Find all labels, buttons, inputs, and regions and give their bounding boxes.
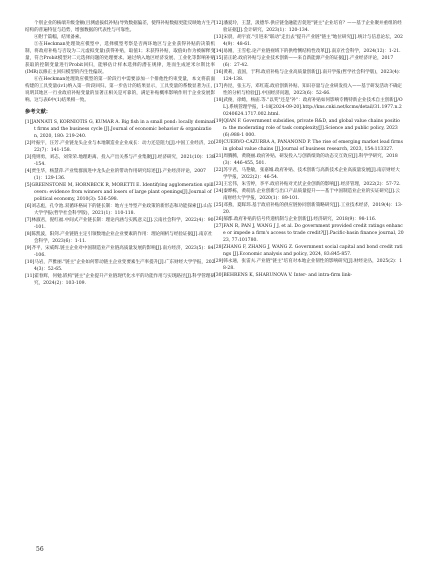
right-reference-list [214, 20, 404, 279]
reference-item: [27]FAN R, PAN J, WANG J J, et al. Do government provided credit ratings enhance or impede a firm's access to trade credit?[J].Pacific-basin finance journal, 2023, 77:101780. [214, 224, 404, 243]
reference-item: [28]ZHANG F, ZHANG J, WANG Z. Government social capital and bond credit ratings [J].Economic analysis and policy, 2024, 83:845-857. [214, 245, 403, 257]
reference-item: [21]周腾腾，黄晓丽.政府补贴、研发投入与创新绩效的动态交互效应[J].科学学研究，2018(3)：446-455, 501. [214, 154, 398, 166]
left-column [25, 20, 215, 287]
reference-item: [13]宋晨，胡宇宸."引进来"联动"走出去"提升产业链"链主"地位研究[J].统计与信息论坛，2024(9)：48-61. [214, 35, 403, 47]
reference-item: [25]邓燕，夏晖玮.基于政府补贴的供应链协同创新策略研究[J].工业技术经济，2019(4)：13-20. [214, 203, 403, 215]
reference-item: [9]齐平，宋威辉.链主企业对中国制造业产业链高质量发展的影响[J].南方经济，2023(5)：84-106. [25, 246, 214, 258]
reference-item: [26]郝郡.政府补贴的信号传递机制与企业创新[J].经济研究，2018(9)：98-116. [214, 217, 377, 222]
reference-item: [3]苑则勇，刘志，刘荣荣.地理距离、投入产出关系与产业集聚[J].经济研究，2021(10)：138-154. [25, 155, 215, 167]
reference-item: [8]陈凯波，阳剑.产业链链主定引领数地企业企业要素的作用：理论阐析与经验证据[J].南京社会科学，2023(6)：1-11. [25, 232, 213, 244]
reference-item: [10]马岩，芦雅丽."链主"企业如何带动链主企业变要素生产率提升[J].广东财经大学学报，2024(3)：52-65. [25, 260, 215, 272]
right-column [214, 20, 404, 279]
reference-item: [6]刘志彪，孔令池.双循环格局下的链长制：地方主导型产业政策的新形态和功能探索[J].山东大学学报(哲学社会科学版)，2021(1)：110-118. [25, 204, 213, 216]
reference-item: [2]叶振宇，汪芳.产业链龙头企业与本地制造业企业成长：动力还是阻力[J].中国工业经济，2022(7)：141-158. [25, 141, 214, 153]
reference-item: [18]武俊，徐绮，杨庙.等."以奖"还是"补"：政府补贴如何影响专精特新企业技术自主创新[J/OL].系统管理学报，1-18[2024-09-20].http://kns.cnki.net/kcms/detail/31.1977.n.20240624.1717.002.html. [214, 98, 403, 117]
reference-item: [20]CUERVO-CAZURRA A, PANANOND P. The rise of emerging market lead firms in global value chains [J].Journal of business research, 2023, 154:113327. [214, 140, 403, 152]
reference-item: [19]QIAN F. Government subsidies, private R&D, and global value chains position: the moderating role of task complexity[J].Science and public policy, 2023(6):988-1 000. [214, 119, 400, 138]
reference-item: [24]秦晔栋，黄萌清.企业创新与出口产品质量提升——基于中国制造业企业的实证研究[J].云南财经大学学报，2020(1)：89-101. [214, 189, 400, 201]
reference-item: [5]GREENSTONE M, HORNBECK R, MORETTI E. Identifying agglomeration spillovers: evidence from winners and losers of large plant openings[J].Journal of political economy, 2010(3): 536-598. [25, 183, 214, 202]
footnote-4: ④附于篇幅，结果备索。 [34, 35, 85, 40]
reference-item: [14]易刚，王雪松.论产业链视域下的供给侧结构性改革[J].南京社会科学，2024(12)：1-21. [214, 49, 401, 54]
reference-item: [23]王宏伟，朱雪婷，李平.政府补贴对光伏企业创新的影响[J].经济管理，2022(2)：57-72. [214, 182, 401, 187]
reference-item: [1]JANNATI S, KORNIOTIS G, KUMAR A. Big fish in a small pond: locally dominant firms and the business cycle [J].Journal of economic behavior & organization, 2020, 180: 219-240. [25, 120, 215, 139]
footnote-3: 个别企业的核端升级金额(目测虑拔低补贴)导致数据偏差，使得补贴数据更能反映地方生产结构的普遍特征与趋势，增强数据的代表性与可靠性。 [25, 21, 215, 33]
reference-item: [12]潘爱玲，王慧，汲德华.供应链金融能否促进"链主"企业培育？——基于企业聚并重组的经验证据[J].会计研究，2023(1)：120-134. [214, 21, 402, 33]
reference-item: [22]苏宇君，马艳敏，张嘉城.政府补贴、技术创新与高新技术企业高质量发展[J].南京财经大学学报，2022(2)：46-54. [214, 168, 400, 180]
left-reference-list [25, 119, 215, 287]
reference-item: [4]贾生华，杨慧萍.产业集群演进中龙头企业的带动作用研究综述[J].产业经济评论，2007(1)：129-136. [25, 169, 206, 181]
reference-item: [7]林淑君，倪红福.中间式产业链长制：理论内涵与实践意义[J].云南社会科学，2022(4)：90-101. [25, 218, 214, 230]
reference-item: [16]黄莉，袁国，于利.政府补贴与企业高质量创新[J].南开学报(哲学社会科学版)，2023(4)：124-138. [214, 70, 404, 82]
reference-item: [29]韩永通，张雷夫.产业链"链主"培育对本地企业韧性的影响研究[J].财经论丛，2025(2)：18-28. [214, 259, 403, 271]
reference-item: [11]霍春辉，何勉.嵌构"链主"企业提升产业链现代化水平的功能作用与实现路径[J].科学管理研究，2024(2)：103-109. [25, 274, 216, 286]
references-title: 参考文献： [25, 109, 51, 115]
footnote-5: ⑤在Heckman处理效应模型中，选择模型考察是否两环地区与企业获得补贴的决策机制，将政府补贴与否设为二元虚拟变量(获得补贴，取值1；未获得补贴，取值0)作为被解释变量，符合Probit模型对二元选择问题的处理要求。通过纳入地区经济发展、工业化等影响补贴获取的控制变量进行Probit回归，能够估计样本选择的潜在规律，进而生成逆米尔斯比率(IMR)以修正主回归模型的内生性偏误。 [25, 42, 215, 75]
page-number: 56 [36, 546, 44, 553]
reference-item: [30]BEHRENS K, SHARUNOVA V. Inter- and intra-firm link- [214, 273, 352, 278]
footnote-6: ⑥在Heckman处理效应模型的第一阶段行中需要添加一个排他性约束变量，本文将前面构建的工具变量(iv1)纳入第一阶段回归。第一步估计的结果显示，工具变量的系数显著为正，说明其地区一行业政府补贴变量的显著正相关是可靠的，满足补贴概率影响作用于企业发展影响。这与表6中(1)结果相一致。 [25, 77, 215, 103]
reference-item: [15]苗正轮.政府补贴与企业技术创新——来自新能源产业的证据[J].产业经济评论，2017(6)：27-42. [214, 56, 394, 68]
reference-item: [17]冉昆，张玉巧，邓红霞.政府创新补贴、知识存量与企业研发投入——基于研发活动不确定性的分析与检验[J].中国经济问题，2023(6)：52-66. [214, 84, 403, 96]
